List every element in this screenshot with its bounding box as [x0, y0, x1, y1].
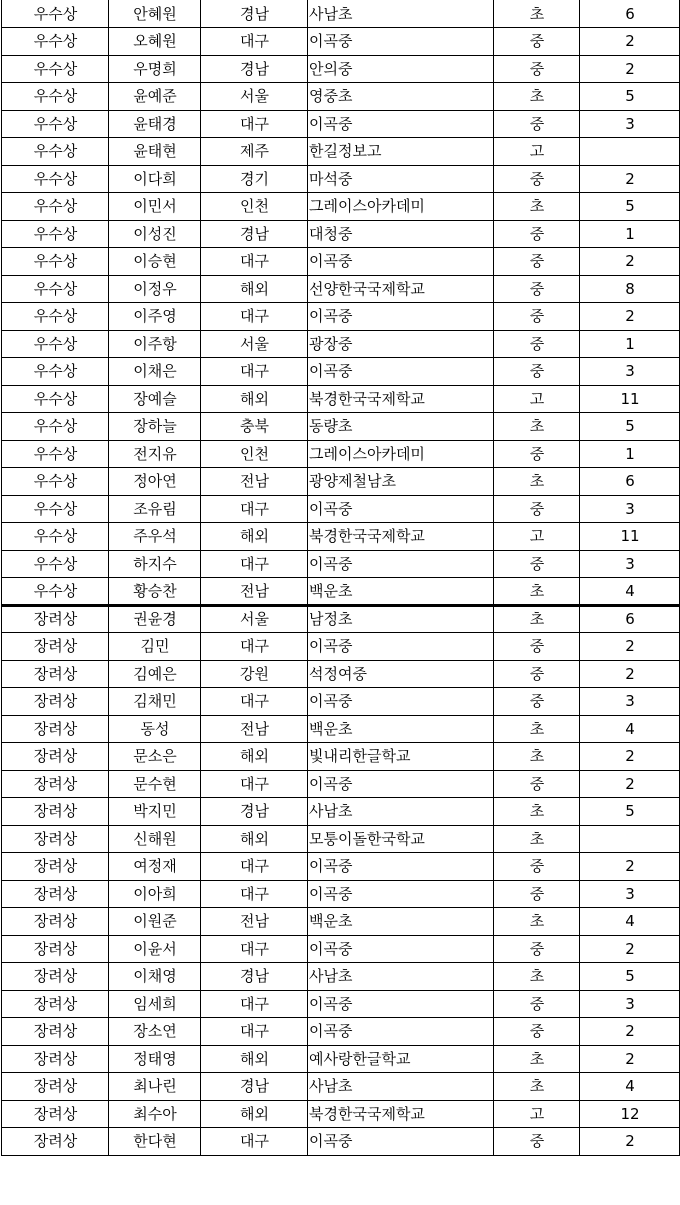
- grade-cell: 3: [580, 550, 680, 578]
- award-cell: 장려상: [2, 1045, 109, 1073]
- region-cell: 해외: [201, 743, 308, 771]
- grade-cell: 1: [580, 440, 680, 468]
- region-cell: 대구: [201, 1018, 308, 1046]
- table-row: [2, 633, 680, 661]
- award-cell: 우수상: [2, 330, 109, 358]
- grade-cell: 3: [580, 990, 680, 1018]
- level-cell: 중: [494, 495, 580, 523]
- name-cell: 이정우: [109, 275, 201, 303]
- table-row: [2, 660, 680, 688]
- region-cell: 강원: [201, 660, 308, 688]
- award-cell: 장려상: [2, 1128, 109, 1156]
- grade-cell: 2: [580, 660, 680, 688]
- grade-cell: 4: [580, 715, 680, 743]
- table-row: [2, 935, 680, 963]
- table-row: [2, 770, 680, 798]
- grade-cell: 2: [580, 55, 680, 83]
- table-row: [2, 1100, 680, 1128]
- name-cell: 이민서: [109, 193, 201, 221]
- region-cell: 전남: [201, 908, 308, 936]
- region-cell: 대구: [201, 110, 308, 138]
- region-cell: 대구: [201, 935, 308, 963]
- school-cell: 이곡중: [308, 110, 494, 138]
- award-table: [1, 0, 680, 1156]
- level-cell: 중: [494, 935, 580, 963]
- level-cell: 초: [494, 825, 580, 853]
- school-cell: 이곡중: [308, 248, 494, 276]
- region-cell: 경기: [201, 165, 308, 193]
- grade-cell: 3: [580, 495, 680, 523]
- award-cell: 장려상: [2, 770, 109, 798]
- name-cell: 이채영: [109, 963, 201, 991]
- table-row: [2, 110, 680, 138]
- level-cell: 중: [494, 1128, 580, 1156]
- region-cell: 해외: [201, 523, 308, 551]
- award-cell: 우수상: [2, 0, 109, 28]
- school-cell: 이곡중: [308, 495, 494, 523]
- award-cell: 우수상: [2, 550, 109, 578]
- grade-cell: 2: [580, 1045, 680, 1073]
- name-cell: 하지수: [109, 550, 201, 578]
- region-cell: 해외: [201, 825, 308, 853]
- name-cell: 조유림: [109, 495, 201, 523]
- name-cell: 이원준: [109, 908, 201, 936]
- table-row: [2, 605, 680, 633]
- region-cell: 해외: [201, 385, 308, 413]
- grade-cell: 5: [580, 798, 680, 826]
- region-cell: 경남: [201, 1073, 308, 1101]
- grade-cell: 6: [580, 468, 680, 496]
- table-row: [2, 880, 680, 908]
- award-cell: 장려상: [2, 798, 109, 826]
- grade-cell: 2: [580, 248, 680, 276]
- region-cell: 대구: [201, 880, 308, 908]
- region-cell: 해외: [201, 1100, 308, 1128]
- school-cell: 북경한국국제학교: [308, 385, 494, 413]
- school-cell: 그레이스아카데미: [308, 440, 494, 468]
- table-row: [2, 303, 680, 331]
- name-cell: 이주영: [109, 303, 201, 331]
- table-row: [2, 990, 680, 1018]
- award-cell: 장려상: [2, 935, 109, 963]
- grade-cell: 8: [580, 275, 680, 303]
- grade-cell: 11: [580, 523, 680, 551]
- level-cell: 중: [494, 633, 580, 661]
- level-cell: 초: [494, 0, 580, 28]
- award-cell: 장려상: [2, 605, 109, 633]
- level-cell: 초: [494, 605, 580, 633]
- table-row: [2, 963, 680, 991]
- level-cell: 중: [494, 248, 580, 276]
- level-cell: 중: [494, 550, 580, 578]
- award-cell: 우수상: [2, 110, 109, 138]
- region-cell: 인천: [201, 193, 308, 221]
- award-cell: 우수상: [2, 468, 109, 496]
- level-cell: 초: [494, 963, 580, 991]
- region-cell: 해외: [201, 275, 308, 303]
- school-cell: 이곡중: [308, 28, 494, 56]
- level-cell: 중: [494, 688, 580, 716]
- school-cell: 안의중: [308, 55, 494, 83]
- school-cell: 선양한국국제학교: [308, 275, 494, 303]
- school-cell: 북경한국국제학교: [308, 1100, 494, 1128]
- name-cell: 여정재: [109, 853, 201, 881]
- level-cell: 초: [494, 1045, 580, 1073]
- table-row: [2, 193, 680, 221]
- award-cell: 우수상: [2, 303, 109, 331]
- school-cell: 그레이스아카데미: [308, 193, 494, 221]
- award-cell: 우수상: [2, 275, 109, 303]
- level-cell: 고: [494, 523, 580, 551]
- level-cell: 중: [494, 28, 580, 56]
- award-cell: 장려상: [2, 660, 109, 688]
- award-cell: 우수상: [2, 193, 109, 221]
- level-cell: 중: [494, 110, 580, 138]
- level-cell: 고: [494, 1100, 580, 1128]
- grade-cell: 3: [580, 358, 680, 386]
- name-cell: 장소연: [109, 1018, 201, 1046]
- award-cell: 우수상: [2, 385, 109, 413]
- table-row: [2, 165, 680, 193]
- name-cell: 주우석: [109, 523, 201, 551]
- table-row: [2, 523, 680, 551]
- region-cell: 대구: [201, 688, 308, 716]
- region-cell: 서울: [201, 83, 308, 111]
- school-cell: 이곡중: [308, 770, 494, 798]
- table-row: [2, 908, 680, 936]
- school-cell: 마석중: [308, 165, 494, 193]
- region-cell: 대구: [201, 28, 308, 56]
- school-cell: 대청중: [308, 220, 494, 248]
- grade-cell: 1: [580, 330, 680, 358]
- award-cell: 장려상: [2, 633, 109, 661]
- region-cell: 전남: [201, 468, 308, 496]
- level-cell: 중: [494, 165, 580, 193]
- region-cell: 인천: [201, 440, 308, 468]
- grade-cell: 2: [580, 935, 680, 963]
- region-cell: 경남: [201, 963, 308, 991]
- school-cell: 이곡중: [308, 633, 494, 661]
- table-row: [2, 1073, 680, 1101]
- table-row: [2, 578, 680, 606]
- region-cell: 대구: [201, 550, 308, 578]
- grade-cell: [580, 825, 680, 853]
- school-cell: 영중초: [308, 83, 494, 111]
- award-cell: 우수상: [2, 28, 109, 56]
- name-cell: 한다현: [109, 1128, 201, 1156]
- award-cell: 우수상: [2, 55, 109, 83]
- level-cell: 고: [494, 138, 580, 166]
- region-cell: 대구: [201, 770, 308, 798]
- level-cell: 중: [494, 275, 580, 303]
- grade-cell: 12: [580, 1100, 680, 1128]
- name-cell: 이다희: [109, 165, 201, 193]
- grade-cell: 3: [580, 110, 680, 138]
- table-row: [2, 798, 680, 826]
- name-cell: 이채은: [109, 358, 201, 386]
- school-cell: 한길정보고: [308, 138, 494, 166]
- level-cell: 중: [494, 303, 580, 331]
- grade-cell: 1: [580, 220, 680, 248]
- grade-cell: 6: [580, 0, 680, 28]
- table-row: [2, 825, 680, 853]
- name-cell: 장예슬: [109, 385, 201, 413]
- name-cell: 황승찬: [109, 578, 201, 606]
- award-cell: 우수상: [2, 165, 109, 193]
- school-cell: 백운초: [308, 715, 494, 743]
- table-row: [2, 0, 680, 28]
- award-cell: 우수상: [2, 248, 109, 276]
- table-row: [2, 220, 680, 248]
- level-cell: 중: [494, 55, 580, 83]
- award-cell: 우수상: [2, 440, 109, 468]
- table-row: [2, 715, 680, 743]
- level-cell: 초: [494, 1073, 580, 1101]
- award-cell: 장려상: [2, 688, 109, 716]
- level-cell: 초: [494, 413, 580, 441]
- region-cell: 대구: [201, 853, 308, 881]
- grade-cell: 2: [580, 770, 680, 798]
- table-row: [2, 413, 680, 441]
- name-cell: 안혜원: [109, 0, 201, 28]
- name-cell: 권윤경: [109, 605, 201, 633]
- level-cell: 중: [494, 660, 580, 688]
- region-cell: 전남: [201, 578, 308, 606]
- award-cell: 장려상: [2, 990, 109, 1018]
- region-cell: 대구: [201, 495, 308, 523]
- award-cell: 장려상: [2, 1100, 109, 1128]
- table-row: [2, 550, 680, 578]
- region-cell: 대구: [201, 303, 308, 331]
- name-cell: 장하늘: [109, 413, 201, 441]
- level-cell: 중: [494, 330, 580, 358]
- name-cell: 이윤서: [109, 935, 201, 963]
- school-cell: 광장중: [308, 330, 494, 358]
- grade-cell: 4: [580, 578, 680, 606]
- award-cell: 장려상: [2, 743, 109, 771]
- school-cell: 이곡중: [308, 688, 494, 716]
- level-cell: 초: [494, 743, 580, 771]
- table-row: [2, 1045, 680, 1073]
- award-cell: 장려상: [2, 715, 109, 743]
- name-cell: 박지민: [109, 798, 201, 826]
- table-row: [2, 688, 680, 716]
- name-cell: 윤태현: [109, 138, 201, 166]
- level-cell: 중: [494, 1018, 580, 1046]
- table-row: [2, 385, 680, 413]
- school-cell: 이곡중: [308, 1128, 494, 1156]
- level-cell: 중: [494, 220, 580, 248]
- level-cell: 중: [494, 770, 580, 798]
- school-cell: 이곡중: [308, 935, 494, 963]
- table-row: [2, 248, 680, 276]
- school-cell: 이곡중: [308, 303, 494, 331]
- school-cell: 사남초: [308, 1073, 494, 1101]
- school-cell: 백운초: [308, 908, 494, 936]
- region-cell: 서울: [201, 330, 308, 358]
- table-row: [2, 1018, 680, 1046]
- name-cell: 최수아: [109, 1100, 201, 1128]
- level-cell: 초: [494, 578, 580, 606]
- name-cell: 정태영: [109, 1045, 201, 1073]
- grade-cell: 2: [580, 853, 680, 881]
- level-cell: 중: [494, 880, 580, 908]
- name-cell: 우명희: [109, 55, 201, 83]
- name-cell: 신해원: [109, 825, 201, 853]
- grade-cell: 4: [580, 1073, 680, 1101]
- award-cell: 우수상: [2, 358, 109, 386]
- level-cell: 중: [494, 440, 580, 468]
- school-cell: 백운초: [308, 578, 494, 606]
- name-cell: 윤태경: [109, 110, 201, 138]
- name-cell: 임세희: [109, 990, 201, 1018]
- school-cell: 이곡중: [308, 358, 494, 386]
- table-row: [2, 1128, 680, 1156]
- school-cell: 사남초: [308, 963, 494, 991]
- table-row: [2, 358, 680, 386]
- grade-cell: 5: [580, 83, 680, 111]
- level-cell: 초: [494, 193, 580, 221]
- region-cell: 경남: [201, 0, 308, 28]
- award-cell: 우수상: [2, 83, 109, 111]
- region-cell: 대구: [201, 990, 308, 1018]
- award-cell: 장려상: [2, 1073, 109, 1101]
- table-row: [2, 440, 680, 468]
- name-cell: 이성진: [109, 220, 201, 248]
- grade-cell: 2: [580, 743, 680, 771]
- grade-cell: 2: [580, 1018, 680, 1046]
- grade-cell: [580, 138, 680, 166]
- region-cell: 경남: [201, 798, 308, 826]
- name-cell: 김예은: [109, 660, 201, 688]
- school-cell: 동량초: [308, 413, 494, 441]
- name-cell: 김채민: [109, 688, 201, 716]
- school-cell: 이곡중: [308, 1018, 494, 1046]
- school-cell: 이곡중: [308, 853, 494, 881]
- name-cell: 문소은: [109, 743, 201, 771]
- level-cell: 초: [494, 83, 580, 111]
- grade-cell: 2: [580, 633, 680, 661]
- name-cell: 이주항: [109, 330, 201, 358]
- region-cell: 서울: [201, 605, 308, 633]
- level-cell: 초: [494, 468, 580, 496]
- level-cell: 중: [494, 990, 580, 1018]
- name-cell: 오혜원: [109, 28, 201, 56]
- award-cell: 장려상: [2, 908, 109, 936]
- name-cell: 문수현: [109, 770, 201, 798]
- award-cell: 장려상: [2, 1018, 109, 1046]
- award-cell: 우수상: [2, 578, 109, 606]
- award-cell: 우수상: [2, 495, 109, 523]
- grade-cell: 11: [580, 385, 680, 413]
- table-row: [2, 55, 680, 83]
- table-row: [2, 83, 680, 111]
- school-cell: 남정초: [308, 605, 494, 633]
- grade-cell: 2: [580, 1128, 680, 1156]
- table-row: [2, 468, 680, 496]
- level-cell: 고: [494, 385, 580, 413]
- name-cell: 윤예준: [109, 83, 201, 111]
- grade-cell: 3: [580, 880, 680, 908]
- region-cell: 경남: [201, 220, 308, 248]
- school-cell: 빛내리한글학교: [308, 743, 494, 771]
- school-cell: 이곡중: [308, 550, 494, 578]
- award-table-body: [2, 0, 680, 1155]
- school-cell: 이곡중: [308, 990, 494, 1018]
- region-cell: 제주: [201, 138, 308, 166]
- name-cell: 이승현: [109, 248, 201, 276]
- school-cell: 광양제철남초: [308, 468, 494, 496]
- level-cell: 중: [494, 853, 580, 881]
- table-row: [2, 495, 680, 523]
- grade-cell: 5: [580, 193, 680, 221]
- name-cell: 이아희: [109, 880, 201, 908]
- level-cell: 초: [494, 798, 580, 826]
- region-cell: 대구: [201, 358, 308, 386]
- table-row: [2, 28, 680, 56]
- award-cell: 장려상: [2, 880, 109, 908]
- region-cell: 대구: [201, 633, 308, 661]
- school-cell: 북경한국국제학교: [308, 523, 494, 551]
- school-cell: 사남초: [308, 798, 494, 826]
- region-cell: 전남: [201, 715, 308, 743]
- name-cell: 정아연: [109, 468, 201, 496]
- name-cell: 동성: [109, 715, 201, 743]
- level-cell: 중: [494, 358, 580, 386]
- name-cell: 전지유: [109, 440, 201, 468]
- award-cell: 우수상: [2, 413, 109, 441]
- grade-cell: 6: [580, 605, 680, 633]
- award-cell: 장려상: [2, 963, 109, 991]
- table-row: [2, 275, 680, 303]
- school-cell: 모퉁이돌한국학교: [308, 825, 494, 853]
- award-cell: 우수상: [2, 523, 109, 551]
- grade-cell: 5: [580, 963, 680, 991]
- grade-cell: 2: [580, 28, 680, 56]
- grade-cell: 5: [580, 413, 680, 441]
- school-cell: 이곡중: [308, 880, 494, 908]
- name-cell: 최나린: [109, 1073, 201, 1101]
- school-cell: 예사랑한글학교: [308, 1045, 494, 1073]
- level-cell: 초: [494, 715, 580, 743]
- grade-cell: 2: [580, 165, 680, 193]
- table-row: [2, 743, 680, 771]
- award-cell: 우수상: [2, 138, 109, 166]
- level-cell: 초: [494, 908, 580, 936]
- region-cell: 해외: [201, 1045, 308, 1073]
- award-cell: 우수상: [2, 220, 109, 248]
- name-cell: 김민: [109, 633, 201, 661]
- region-cell: 충북: [201, 413, 308, 441]
- region-cell: 경남: [201, 55, 308, 83]
- grade-cell: 2: [580, 303, 680, 331]
- table-row: [2, 138, 680, 166]
- school-cell: 석정여중: [308, 660, 494, 688]
- grade-cell: 3: [580, 688, 680, 716]
- award-cell: 장려상: [2, 825, 109, 853]
- region-cell: 대구: [201, 248, 308, 276]
- award-cell: 장려상: [2, 853, 109, 881]
- school-cell: 사남초: [308, 0, 494, 28]
- region-cell: 대구: [201, 1128, 308, 1156]
- table-row: [2, 853, 680, 881]
- table-row: [2, 330, 680, 358]
- grade-cell: 4: [580, 908, 680, 936]
